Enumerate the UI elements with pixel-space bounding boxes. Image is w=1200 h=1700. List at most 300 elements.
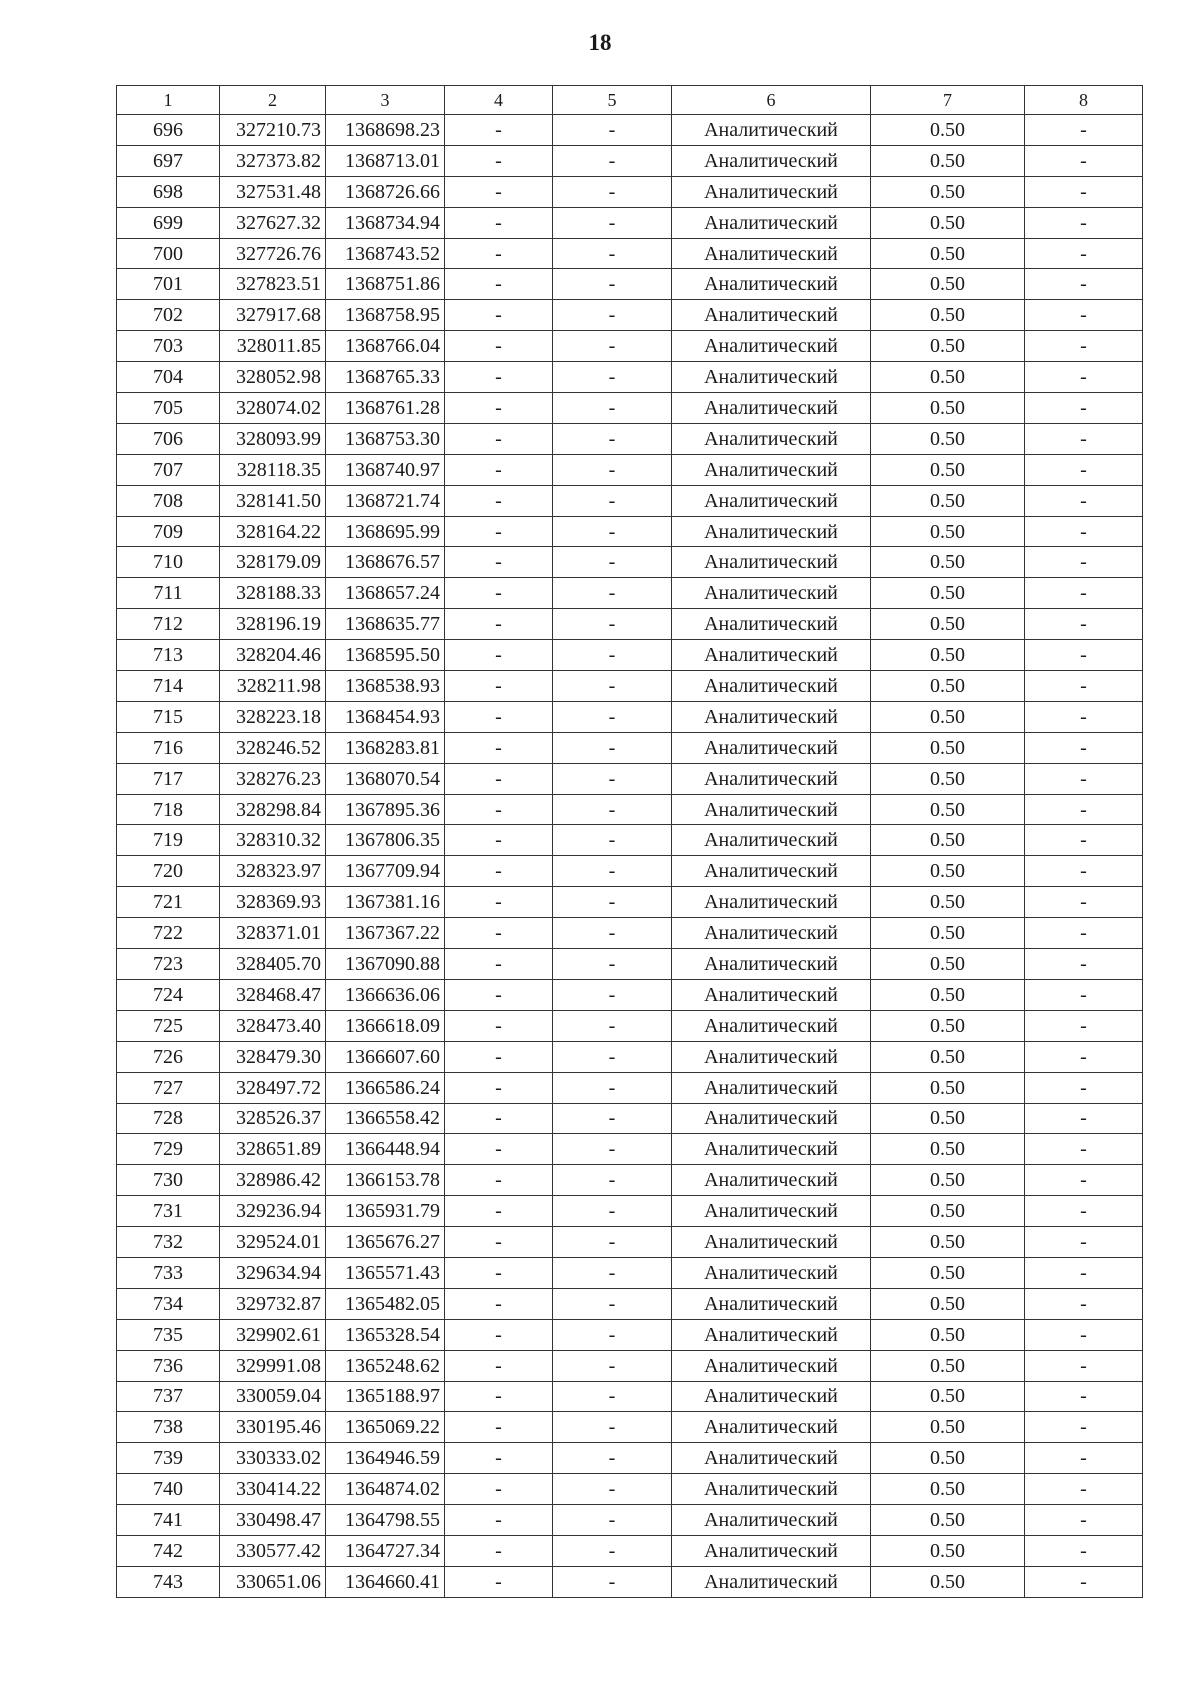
table-cell: 725 [117,1010,220,1041]
table-cell: 0.50 [871,423,1025,454]
table-cell: Аналитический [672,701,871,732]
table-body [117,115,1143,1598]
table-cell: 329524.01 [220,1227,326,1258]
table-cell: 1368751.86 [326,269,445,300]
table-cell: Аналитический [672,1319,871,1350]
table-cell: - [553,547,672,578]
table-cell: Аналитический [672,578,871,609]
table-cell: 330059.04 [220,1381,326,1412]
table-cell: - [553,393,672,424]
table-cell: - [553,1412,672,1443]
table-cell: - [1025,1072,1143,1103]
table-row [117,454,1143,485]
table-cell: 708 [117,485,220,516]
table-cell: Аналитический [672,207,871,238]
table-cell: - [553,918,672,949]
table-cell: - [553,145,672,176]
table-cell: 0.50 [871,794,1025,825]
table-cell: 720 [117,856,220,887]
table-cell: - [1025,1443,1143,1474]
table-cell: - [553,1535,672,1566]
header-cell: 1 [117,86,220,115]
table-row [117,1134,1143,1165]
table-cell: 724 [117,979,220,1010]
table-cell: 0.50 [871,145,1025,176]
table-cell: 733 [117,1257,220,1288]
table-cell: - [553,331,672,362]
table-cell: 1364946.59 [326,1443,445,1474]
table-cell: - [445,1412,553,1443]
table-cell: Аналитический [672,362,871,393]
table-row [117,1474,1143,1505]
table-cell: 716 [117,732,220,763]
table-cell: - [1025,979,1143,1010]
table-cell: - [1025,1196,1143,1227]
table-cell: 1368657.24 [326,578,445,609]
table-cell: 327917.68 [220,300,326,331]
table-cell: - [1025,1505,1143,1536]
table-cell: Аналитический [672,485,871,516]
table-cell: - [445,609,553,640]
table-cell: 1365571.43 [326,1257,445,1288]
header-cell: 6 [672,86,871,115]
table-cell: 703 [117,331,220,362]
table-cell: 1368698.23 [326,115,445,146]
table-cell: 1368726.66 [326,176,445,207]
table-cell: - [445,1350,553,1381]
table-row [117,145,1143,176]
table-cell: - [1025,269,1143,300]
table-cell: 1368283.81 [326,732,445,763]
table-cell: 1367090.88 [326,949,445,980]
table-cell: 0.50 [871,454,1025,485]
table-cell: 713 [117,640,220,671]
table-cell: - [553,1443,672,1474]
table-cell: 0.50 [871,671,1025,702]
table-row [117,949,1143,980]
table-cell: 0.50 [871,331,1025,362]
table-cell: 329902.61 [220,1319,326,1350]
table-cell: Аналитический [672,1412,871,1443]
table-cell: 0.50 [871,1134,1025,1165]
table-row [117,1412,1143,1443]
table-cell: 0.50 [871,1041,1025,1072]
table-cell: - [1025,701,1143,732]
table-row [117,609,1143,640]
header-cell: 2 [220,86,326,115]
table-cell: - [553,1505,672,1536]
table-cell: 328479.30 [220,1041,326,1072]
table-cell: - [445,918,553,949]
table-cell: 329991.08 [220,1350,326,1381]
table-cell: - [1025,454,1143,485]
table-cell: - [1025,887,1143,918]
table-cell: 705 [117,393,220,424]
table-cell: - [445,949,553,980]
table-cell: 328223.18 [220,701,326,732]
table-cell: 1367367.22 [326,918,445,949]
table-cell: - [445,393,553,424]
table-cell: - [445,887,553,918]
table-cell: 728 [117,1103,220,1134]
table-row [117,671,1143,702]
table-cell: - [553,979,672,1010]
table-cell: Аналитический [672,609,871,640]
table-cell: - [1025,393,1143,424]
table-cell: Аналитический [672,1196,871,1227]
table-cell: - [1025,609,1143,640]
table-cell: 0.50 [871,640,1025,671]
table-cell: 328323.97 [220,856,326,887]
table-cell: - [553,1072,672,1103]
table-cell: 328011.85 [220,331,326,362]
table-cell: - [1025,1010,1143,1041]
table-cell: 328276.23 [220,763,326,794]
table-cell: 1365328.54 [326,1319,445,1350]
table-cell: - [445,1134,553,1165]
table-cell: 731 [117,1196,220,1227]
table-cell: 0.50 [871,547,1025,578]
page-number: 18 [588,30,612,55]
table-cell: - [553,1165,672,1196]
table-cell: - [1025,145,1143,176]
table-cell: Аналитический [672,516,871,547]
table-cell: Аналитический [672,856,871,887]
table-cell: 328986.42 [220,1165,326,1196]
table-cell: 1366618.09 [326,1010,445,1041]
table-cell: 0.50 [871,701,1025,732]
table-cell: 698 [117,176,220,207]
table-cell: - [445,1196,553,1227]
table-cell: 714 [117,671,220,702]
table-cell: - [445,547,553,578]
table-cell: - [1025,918,1143,949]
table-cell: 0.50 [871,609,1025,640]
table-cell: 327627.32 [220,207,326,238]
table-cell: 722 [117,918,220,949]
table-cell: 715 [117,701,220,732]
table-cell: Аналитический [672,1041,871,1072]
table-cell: 742 [117,1535,220,1566]
table-cell: 1368538.93 [326,671,445,702]
table-cell: - [553,362,672,393]
table-cell: 0.50 [871,825,1025,856]
table-cell: 0.50 [871,1566,1025,1597]
table-cell: 0.50 [871,918,1025,949]
table-cell: 730 [117,1165,220,1196]
table-row [117,1288,1143,1319]
table-cell: 1367381.16 [326,887,445,918]
header-cell: 3 [326,86,445,115]
table-cell: 330333.02 [220,1443,326,1474]
table-row [117,578,1143,609]
table-cell: 328371.01 [220,918,326,949]
table-cell: 1368743.52 [326,238,445,269]
table-row [117,1072,1143,1103]
table-cell: 1368635.77 [326,609,445,640]
table-cell: Аналитический [672,423,871,454]
table-cell: - [553,856,672,887]
table-cell: - [445,701,553,732]
table-cell: 1364798.55 [326,1505,445,1536]
table-cell: - [1025,238,1143,269]
table-cell: - [553,207,672,238]
table-cell: 712 [117,609,220,640]
table-cell: Аналитический [672,176,871,207]
table-cell: 706 [117,423,220,454]
table-cell: - [1025,1566,1143,1597]
table-cell: Аналитический [672,393,871,424]
table-cell: 704 [117,362,220,393]
table-cell: 0.50 [871,763,1025,794]
table-cell: Аналитический [672,671,871,702]
table-cell: - [1025,547,1143,578]
table-cell: 740 [117,1474,220,1505]
table-cell: 1368766.04 [326,331,445,362]
table-cell: - [553,485,672,516]
table-cell: - [553,578,672,609]
table-cell: 729 [117,1134,220,1165]
table-cell: - [1025,732,1143,763]
table-cell: 1364727.34 [326,1535,445,1566]
table-cell: 0.50 [871,949,1025,980]
table-cell: 717 [117,763,220,794]
table-cell: - [553,1381,672,1412]
table-cell: 327210.73 [220,115,326,146]
table-cell: 1368695.99 [326,516,445,547]
table-cell: 328298.84 [220,794,326,825]
table-cell: - [445,485,553,516]
table-cell: 1368713.01 [326,145,445,176]
table-cell: - [553,763,672,794]
table-row [117,794,1143,825]
table-cell: - [445,207,553,238]
table-cell: - [1025,794,1143,825]
table-cell: - [1025,671,1143,702]
table-cell: - [445,578,553,609]
table-cell: - [445,516,553,547]
table-cell: 702 [117,300,220,331]
table-cell: - [1025,362,1143,393]
table-cell: 328526.37 [220,1103,326,1134]
table-cell: - [553,269,672,300]
table-cell: - [445,331,553,362]
table-row [117,1443,1143,1474]
table-cell: - [1025,207,1143,238]
table-row [117,1505,1143,1536]
table-cell: 0.50 [871,1381,1025,1412]
table-cell: Аналитический [672,1227,871,1258]
table-cell: - [1025,485,1143,516]
table-row [117,1103,1143,1134]
table-cell: - [1025,1288,1143,1319]
table-cell: Аналитический [672,145,871,176]
table-cell: - [1025,578,1143,609]
table-row [117,732,1143,763]
table-cell: 0.50 [871,578,1025,609]
table-cell: Аналитический [672,1350,871,1381]
table-cell: 1364660.41 [326,1566,445,1597]
table-cell: 737 [117,1381,220,1412]
table-row [117,1010,1143,1041]
table-cell: - [445,1443,553,1474]
table-cell: 1368070.54 [326,763,445,794]
table-cell: - [553,887,672,918]
table-cell: - [553,1257,672,1288]
table-row [117,1381,1143,1412]
table-cell: 0.50 [871,1474,1025,1505]
table-cell: 0.50 [871,115,1025,146]
table-cell: - [445,1319,553,1350]
table-cell: 707 [117,454,220,485]
table-cell: Аналитический [672,1165,871,1196]
table-cell: - [553,1103,672,1134]
table-cell: - [1025,640,1143,671]
table-cell: - [1025,1474,1143,1505]
table-row [117,1566,1143,1597]
table-cell: 701 [117,269,220,300]
table-cell: Аналитический [672,331,871,362]
table-row [117,1257,1143,1288]
table-cell: 1368765.33 [326,362,445,393]
table-cell: 1367709.94 [326,856,445,887]
table-cell: Аналитический [672,1443,871,1474]
table-cell: - [553,671,672,702]
table-row [117,300,1143,331]
table-cell: 736 [117,1350,220,1381]
table-cell: 0.50 [871,362,1025,393]
table-cell: 328497.72 [220,1072,326,1103]
table-cell: - [1025,1165,1143,1196]
table-cell: 328093.99 [220,423,326,454]
table-cell: - [1025,1041,1143,1072]
table-cell: 1366448.94 [326,1134,445,1165]
table-cell: 0.50 [871,1103,1025,1134]
table-row [117,887,1143,918]
table-cell: - [445,1072,553,1103]
table-cell: - [445,454,553,485]
table-cell: 0.50 [871,1227,1025,1258]
table-cell: 327823.51 [220,269,326,300]
table-cell: 1366636.06 [326,979,445,1010]
table-row [117,1196,1143,1227]
table-cell: 328179.09 [220,547,326,578]
table-cell: - [1025,176,1143,207]
table-cell: - [445,300,553,331]
table-row [117,176,1143,207]
table-cell: 328246.52 [220,732,326,763]
table-cell: - [445,825,553,856]
table-cell: 0.50 [871,1196,1025,1227]
table-cell: 328052.98 [220,362,326,393]
table-cell: 328310.32 [220,825,326,856]
table-cell: 0.50 [871,1072,1025,1103]
table-cell: 327726.76 [220,238,326,269]
table-cell: - [553,300,672,331]
table-cell: - [445,1103,553,1134]
table-cell: Аналитический [672,732,871,763]
table-cell: - [445,238,553,269]
table-cell: 723 [117,949,220,980]
table-cell: - [1025,1381,1143,1412]
table-cell: - [553,1196,672,1227]
table-cell: - [445,1381,553,1412]
table-cell: - [445,856,553,887]
table-cell: Аналитический [672,547,871,578]
table-cell: 328141.50 [220,485,326,516]
table-cell: - [445,1041,553,1072]
table-cell: 1364874.02 [326,1474,445,1505]
table-row [117,1319,1143,1350]
table-cell: 697 [117,145,220,176]
table-cell: 327531.48 [220,176,326,207]
table-cell: 328196.19 [220,609,326,640]
table-cell: - [445,979,553,1010]
table-cell: 1366153.78 [326,1165,445,1196]
table-cell: - [1025,423,1143,454]
table-row [117,423,1143,454]
table-cell: - [445,1566,553,1597]
table-cell: 0.50 [871,979,1025,1010]
table-row [117,701,1143,732]
table-cell: - [445,269,553,300]
table-cell: 1365676.27 [326,1227,445,1258]
table-cell: 329634.94 [220,1257,326,1288]
table-cell: 0.50 [871,1319,1025,1350]
table-cell: - [1025,115,1143,146]
table-cell: 0.50 [871,176,1025,207]
table-row [117,269,1143,300]
table-cell: 328074.02 [220,393,326,424]
table-cell: - [445,763,553,794]
table-cell: 0.50 [871,1257,1025,1288]
table-cell: - [1025,1350,1143,1381]
table-cell: 328211.98 [220,671,326,702]
table-cell: Аналитический [672,1474,871,1505]
table-cell: 739 [117,1443,220,1474]
table-cell: Аналитический [672,1072,871,1103]
table-cell: - [1025,1535,1143,1566]
table-cell: 1366558.42 [326,1103,445,1134]
table-cell: - [553,454,672,485]
table-cell: 710 [117,547,220,578]
table-cell: 741 [117,1505,220,1536]
table-cell: 0.50 [871,1443,1025,1474]
table-cell: - [553,516,672,547]
table-cell: 721 [117,887,220,918]
table-row [117,640,1143,671]
table-cell: - [445,640,553,671]
table-cell: - [553,732,672,763]
table-cell: - [1025,1134,1143,1165]
table-cell: - [553,1319,672,1350]
table-cell: Аналитический [672,887,871,918]
table-cell: 1365069.22 [326,1412,445,1443]
table-cell: 726 [117,1041,220,1072]
table-cell: - [1025,1412,1143,1443]
table-cell: 738 [117,1412,220,1443]
table-cell: 743 [117,1566,220,1597]
table-cell: - [553,949,672,980]
table-cell: - [553,640,672,671]
table-cell: Аналитический [672,918,871,949]
table-cell: Аналитический [672,1535,871,1566]
table-cell: 1367806.35 [326,825,445,856]
table-cell: - [553,1010,672,1041]
table-cell: 719 [117,825,220,856]
table-cell: - [1025,949,1143,980]
table-cell: - [553,609,672,640]
